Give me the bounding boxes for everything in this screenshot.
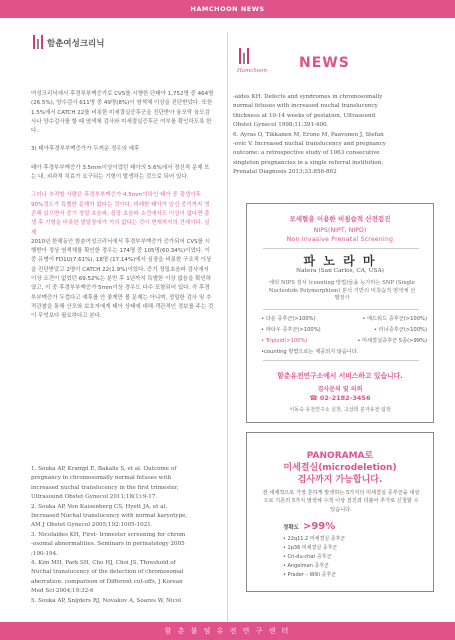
accuracy	[283, 521, 335, 532]
reference-line: -ovic V. Increased nuchal translucency and pregnancy	[233, 141, 386, 148]
list-item: • 다운 증후군(>100%)	[261, 316, 316, 322]
reference-line: Obstet Gynecol 1998;11:391-400.	[233, 122, 329, 129]
reference-line: aberration: comparison of Different cut-offs, J Korean	[31, 578, 183, 585]
reference-line: -aides KH. Defects and syndromes in chromosomally	[233, 94, 383, 100]
divider	[263, 360, 419, 361]
list-item: • 에드워드 증후군(>100%)	[362, 316, 427, 322]
ad-subheadline: NIPS(NIPT, NIPD)	[313, 227, 367, 234]
reference-line: 4. Kim MH, Park SH, Cho HJ, Choi JS, Threshold of	[31, 560, 176, 567]
ad-headline: PANORAMA로	[306, 451, 374, 461]
paragraph: 태아 후경부부맥증가 3.5mm이상이었던 태아의 5.6%에서 정신적 문제 또는 내, 외과적 치료가 요구되는 기형이 발생하는 것으로 되어 있다.	[31, 164, 210, 181]
reference-line: -osomal abnormalities. Seminars in perinatology 2005	[31, 541, 185, 548]
section-heading: 3) 태아후경부부맥증가가 두꺼운 경우의 예후	[31, 146, 140, 153]
panorama-ad-box	[246, 432, 434, 592]
accuracy-label: 정확도	[283, 525, 299, 531]
footer-title: 함 춘 불 임 유 전 연 구 센 터	[164, 627, 291, 635]
footnote: •counting 방법으로는 제공되지 않습니다.	[261, 349, 359, 355]
highlight-paragraph: 그러나 추적할 사람은 후경부부맥증가 4.5mm이하인 태아 중 출생이후 90%정도가 특별한 문제가 없다는 것이다. 미래한 태아가 임신 중기까지 생존해 있으면서 중기 정밀 초음파, 심장 초음파 소견에서도 이상이 없다면 출생 후 기형을 비롯한 발달장애가 거의 없다는 것이 현재까지의 견해이다. 실제	[31, 192, 210, 236]
ad-description: 전 세계적으로 가장 흔하게 발생하는 5가지의 미세결실 증후군을 대상으로 기존의 5가지 염색체 수적 이상 검진과 더불어 추가로 신청할 수 있습니다.	[262, 490, 420, 513]
divider	[263, 248, 419, 249]
reference-list-right	[233, 93, 433, 178]
hamchoon-logo	[235, 48, 299, 88]
reference-line: ;190-194.	[31, 550, 58, 557]
divider	[263, 309, 419, 310]
reference-line: thickness at 10-14 weeks of gestation, Ultrasound	[233, 112, 376, 119]
news-title: NEWS	[299, 55, 350, 71]
clinic-logo	[32, 35, 104, 51]
product-name: 파 노 라 마	[303, 254, 377, 268]
reference-line: Increased Nuchal translucency with normal karyotype,	[31, 513, 188, 520]
ad-headline: 검사까지 가능합니다.	[297, 475, 383, 485]
phone-number: ☎ 02-2182-3456	[309, 394, 371, 402]
reference-line: pregnancy in chromosomally normal fetuses with	[31, 475, 172, 482]
reference-line: outcome; a retrospective study of 1063 consecutive	[233, 150, 380, 157]
reference-line: increased nuchal translucency in the first trimester,	[31, 484, 179, 491]
detection-list	[261, 314, 427, 358]
product-description: 에타 NIPS 검사 (counting 방법)들을 능가하는 SNP (Single Nucleotide Polymorphism) 분석 기반의 비침습적 염색체 선별검사	[268, 280, 416, 301]
paragraph: 여성크리닉에서 후경부부맥증가로 CVS를 시행한 단태아 1,752명 중 464명(26.5%), 양수검사 611명 중 49명(8%)이 염색체 이상을 진단받았다. 또한 1.5%에서 CATCH 22를 비롯한 미세결실증후군을 진단받아 융모막 융모검사나 양수검사를 할 때 염색체 검사와 미세결실증후군 여부를 확인하도록 한다.	[31, 91, 214, 135]
reference-line: 3. Nicolaides KH, First- trimester screening for chrom	[31, 531, 186, 538]
header-bar	[0, 0, 455, 18]
left-column	[31, 90, 214, 331]
accuracy-value: >99%	[302, 521, 336, 532]
reference-line: 1. Souka AP, Krampl E, Bakalis S, et al. Outcome of	[31, 466, 177, 472]
logo-mark-icon	[238, 48, 250, 66]
service-note: 함춘유전연구소에서 서비스하고 있습니다.	[277, 372, 403, 380]
paragraph: 2010년 한해동안 함춘여성크리닉에서 후경부부맥증가 증가되어 CVS를 시행받아 정상 염색체를 확인한 경우는 174명 중 105명(60.34%)이었다. 이 중 유병이 FD1U(7.61%), 18명 (17.14%)에서 심장을 비롯한 구조적 이상을 진단받았고 2명이 CATCH 22(1.9%)이었다. 증기 정밀초음파 검사에서 이상 소견이 없었던 69.52%는 분만 후 1년까지 특별한 이상 없음을 확인하였고, 이 중 후경부부맥증가 5mm이상 경우도 다수 포함되어 있다. 즉 후경부부맥증가 두껍다고 예후를 안 좋게만 볼 문제는 아니며, 정밀한 검사 및 추적관찰을 통해 산모와 보호자에게 태아 상태에 대해 객관적인 정보를 주는 것이 무엇보다 필요하다고 본다.	[31, 238, 214, 320]
reference-line: Med Sci 2004;19:32-6	[31, 588, 94, 595]
footer-bar	[0, 622, 455, 640]
company-name: Natera (San Carlos, CA, USA)	[296, 268, 384, 274]
list-item: • Prader – Willi 증후군	[283, 572, 337, 578]
header-title: HAMCHOON NEWS	[190, 5, 265, 13]
nips-ad-box	[246, 203, 434, 423]
syndrome-list	[283, 535, 345, 580]
clinic-name: 함춘여성크리닉	[47, 39, 105, 49]
column-divider	[227, 32, 228, 622]
list-item: • Cri-du-chat 증후군	[283, 554, 332, 560]
list-item: • 파타우 증후군(>100%)	[261, 327, 321, 333]
reference-line: AM J Obstet Gynecol 2005;192:1005-1021.	[31, 522, 153, 529]
ad-headline: 모세혈을 이용한 비침습적 산전검진	[289, 215, 391, 223]
reference-line: Ultrasound Obstet Gynecol 2011;18(1):9-17.	[31, 494, 158, 501]
list-item: • 터너증후군(>100%)	[374, 327, 427, 333]
reference-line: normal fetuses with increased nuchal translucency	[233, 103, 378, 110]
ad-subheadline-en: Non Invasive Prenatal Screening	[286, 236, 394, 243]
list-item: • 미세결실증후군 5종(>99%)	[357, 338, 427, 344]
list-item: • Angelman 증후군	[283, 563, 329, 569]
reference-line: singleton pregnancies in a single referral institution,	[233, 159, 384, 166]
list-item: • 22q11.2 미세결실 증후군	[283, 536, 346, 542]
contact-label: 검사문의 및 의뢰	[317, 386, 363, 393]
list-item: • 1p36 미세결실 증후군	[283, 545, 338, 551]
brand-name: Hamchoon	[237, 68, 268, 74]
reference-line: 6. Ayras O, Tikkanen M, Erone M, Paavonen J, Stefan	[233, 131, 384, 138]
contact-persons: 이동숙 유전연구소 실장, 고상희 분자유전 팀장	[289, 407, 391, 413]
reference-line: Prenatal Diagnosis 2013;33:856-862	[233, 169, 337, 176]
logo-mark-icon	[32, 35, 43, 51]
reference-line: Nuchal translucency of the detection of chromosomal	[31, 569, 184, 576]
reference-line: 2. Souka AP, Von Kaisenberg CS, Hyett JA, et al,	[31, 503, 168, 510]
reference-list-left	[31, 465, 221, 606]
list-item: • Triploid(>100%)	[261, 338, 308, 344]
reference-line: 5. Souka AP, Snijders RJ, Novakov A, Soares W, Nicol	[31, 597, 182, 604]
ad-headline: 미세결실(microdeletion)	[283, 463, 397, 473]
